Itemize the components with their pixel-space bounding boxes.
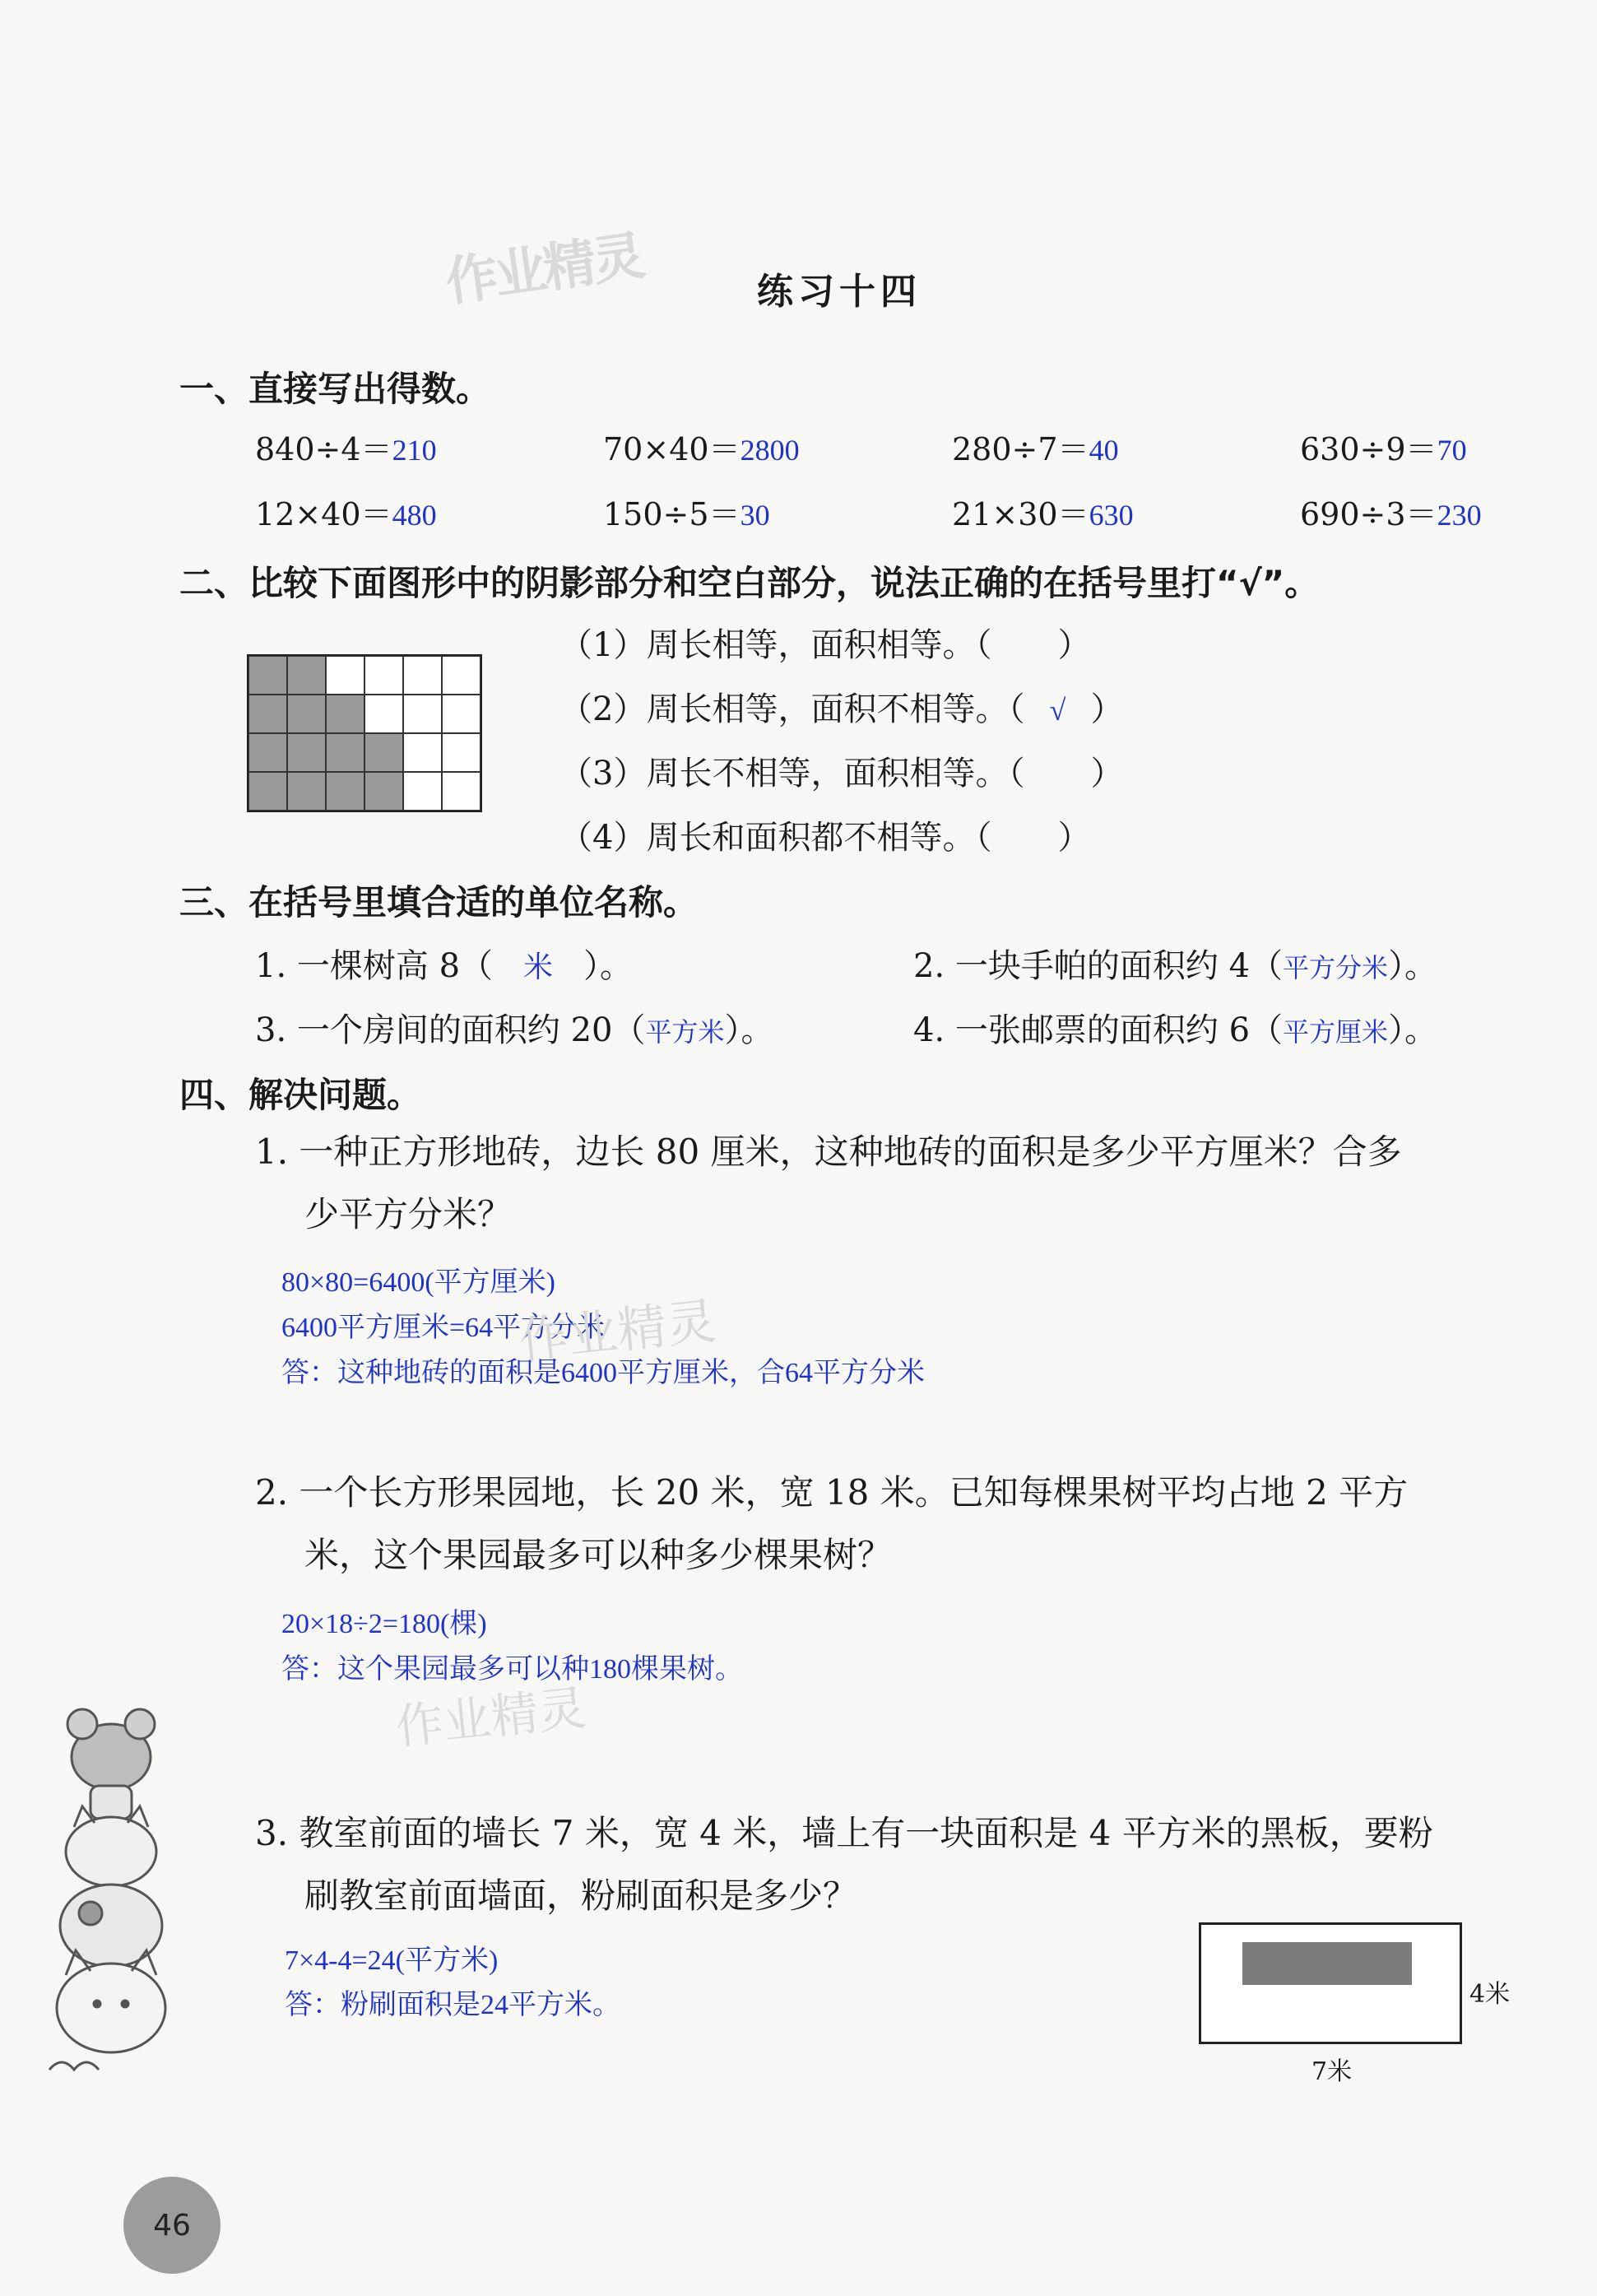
solution-line: 答：这个果园最多可以种180棵果树。 [281,1654,743,1685]
problem-3-line2: 刷教室前面墙面，粉刷面积是多少？ [304,1875,858,1916]
option-1: （1）周长相等，面积相等。（ ） [559,626,1091,664]
problem-3-line1: 3. 教室前面的墙长 7 米，宽 4 米，墙上有一块面积是 4 平方米的黑板，要粉 [255,1813,1433,1853]
grid-cell-blank [442,695,480,733]
grid-cell-shaded [248,656,287,695]
unit-item-4: 4. 一张邮票的面积约 6（平方厘米）。 [913,1011,1438,1049]
calc-item: 690÷3＝230 [1300,496,1482,532]
grid-cell-blank [403,772,442,811]
grid-cell-shaded [326,772,364,811]
page-title: 练习十四 [757,271,922,313]
calc-item: 21×30＝630 [952,496,1134,532]
cartoon-animals-illustration [33,1703,189,2098]
grid-cell-blank [364,695,403,733]
problem-1-line2: 少平方分米？ [304,1194,513,1234]
problem-2-line1: 2. 一个长方形果园地，长 20 米，宽 18 米。已知每棵果树平均占地 2 平方 [255,1472,1409,1513]
watermark: 作业精灵 [392,1680,589,1755]
page-number: 46 [123,2177,221,2274]
solution-line: 7×4-4=24(平方米) [285,1945,499,1976]
option-2: （2）周长相等，面积不相等。（ √ ） [559,690,1124,728]
section-1-heading: 一、直接写出得数。 [179,369,491,409]
problem-1-line1: 1. 一种正方形地砖，边长 80 厘米，这种地砖的面积是多少平方厘米？合多 [255,1132,1402,1172]
shaded-grid-figure [247,654,482,812]
watermark: 作业精灵 [516,1292,719,1371]
grid-cell-blank [442,772,480,811]
grid-cell-blank [364,656,403,695]
grid-cell-shaded [287,695,326,733]
option-3: （3）周长不相等，面积相等。（ ） [559,755,1124,792]
grid-cell-shaded [326,733,364,772]
wall-height-label: 4米 [1469,1980,1511,2009]
section-3-heading: 三、在括号里填合适的单位名称。 [179,882,699,923]
grid-cell-blank [403,733,442,772]
grid-cell-blank [442,733,480,772]
calc-item: 280÷7＝40 [952,431,1119,467]
unit-item-2: 2. 一块手帕的面积约 4（平方分米）。 [913,947,1438,985]
grid-cell-shaded [287,656,326,695]
grid-cell-blank [442,656,480,695]
grid-cell-blank [403,656,442,695]
grid-cell-shaded [248,695,287,733]
grid-cell-shaded [326,695,364,733]
grid-cell-blank [403,695,442,733]
calc-item: 150÷5＝30 [603,496,770,532]
section-4-heading: 四、解决问题。 [179,1075,422,1115]
unit-item-3: 3. 一个房间的面积约 20（平方米）。 [255,1011,774,1049]
option-4: （4）周长和面积都不相等。（ ） [559,819,1091,857]
grid-cell-shaded [364,772,403,811]
calc-item: 840÷4＝210 [255,431,437,467]
grid-cell-shaded [287,772,326,811]
calc-item: 12×40＝480 [255,496,437,532]
grid-cell-shaded [248,772,287,811]
grid-cell-shaded [248,733,287,772]
solution-line: 6400平方厘米=64平方分米 [281,1313,606,1343]
section-2-heading: 二、比较下面图形中的阴影部分和空白部分，说法正确的在括号里打“√”。 [179,563,1320,603]
solution-line: 80×80=6400(平方厘米) [281,1267,555,1298]
solution-line: 答：粉刷面积是24平方米。 [285,1990,620,2020]
calc-item: 630÷9＝70 [1300,431,1467,467]
wall-width-label: 7米 [1311,2057,1353,2086]
grid-cell-blank [326,656,364,695]
blackboard-shape [1242,1942,1412,1985]
unit-item-1: 1. 一棵树高 8（ 米 ）。 [255,947,634,985]
problem-2-line2: 米，这个果园最多可以种多少棵果树？ [304,1535,893,1575]
calc-item: 70×40＝2800 [603,431,800,467]
watermark: 作业精灵 [441,225,646,314]
solution-line: 20×18÷2=180(棵) [281,1609,487,1639]
grid-cell-shaded [287,733,326,772]
solution-line: 答：这种地砖的面积是6400平方厘米，合64平方分米 [281,1358,925,1388]
grid-cell-shaded [364,733,403,772]
